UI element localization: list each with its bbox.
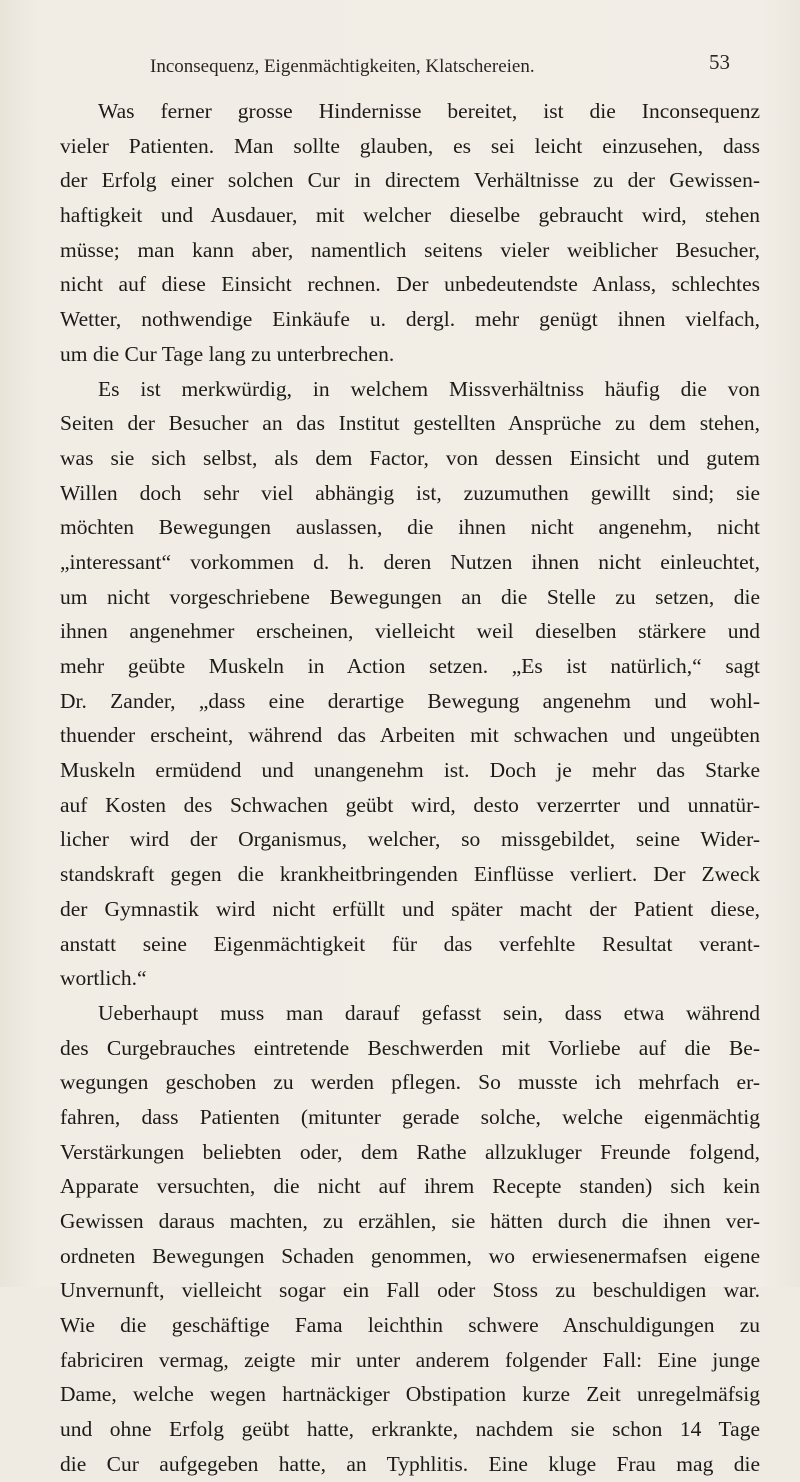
text-line: haftigkeit und Ausdauer, mit welcher dieselbe gebraucht wird, stehen (60, 203, 760, 228)
text-line: Unvernunft, vielleicht sogar ein Fall oder Stoss zu beschuldigen war. (60, 1278, 760, 1303)
running-title: Inconsequenz, Eigenmächtigkeiten, Klatschereien. (150, 56, 535, 77)
text-line: nicht auf diese Einsicht rechnen. Der unbedeutendste Anlass, schlechtes (60, 272, 760, 297)
text-line: der Erfolg einer solchen Cur in directem Verhältnisse zu der Gewissen- (60, 168, 760, 193)
text-line: wortlich.“ (60, 966, 147, 991)
text-line: wegungen geschoben zu werden pflegen. So musste ich mehrfach er- (60, 1070, 760, 1095)
text-line: des Curgebrauches eintretende Beschwerden mit Vorliebe auf die Be- (60, 1035, 760, 1060)
text-line: Dame, welche wegen hartnäckiger Obstipation kurze Zeit unregelmäfsig (60, 1382, 760, 1407)
text-line: Dr. Zander, „dass eine derartige Bewegung angenehm und wohl- (60, 688, 760, 713)
text-line: Gewissen daraus machten, zu erzählen, sie hätten durch die ihnen ver- (60, 1209, 760, 1233)
text-line: „interessant“ vorkommen d. h. deren Nutzen ihnen nicht einleuchtet, (60, 549, 760, 574)
text-line: Willen doch sehr viel abhängig ist, zuzumuthen gewillt sind; sie (60, 480, 760, 505)
text-line: Was ferner grosse Hindernisse bereitet, ist die Inconsequenz (98, 99, 760, 123)
text-line: was sie sich selbst, als dem Factor, von dessen Einsicht und gutem (60, 445, 760, 470)
text-line: fabriciren vermag, zeigte mir unter anderem folgender Fall: Eine junge (60, 1347, 760, 1372)
text-line: Ueberhaupt muss man darauf gefasst sein, dass etwa während (98, 1000, 760, 1025)
text-line: Muskeln ermüdend und unangenehm ist. Doch je mehr das Starke (60, 758, 760, 783)
text-line: die Cur aufgegeben hatte, an Typhlitis. Eine kluge Frau mag die (60, 1451, 760, 1476)
text-line: müsse; man kann aber, namentlich seitens vieler weiblicher Besucher, (60, 237, 760, 262)
text-line: Verstärkungen beliebten oder, dem Rathe allzukluger Freunde folgend, (60, 1139, 760, 1164)
text-line: vieler Patienten. Man sollte glauben, es sei leicht einzusehen, dass (60, 133, 760, 158)
text-body (60, 94, 760, 1482)
text-line: fahren, dass Patienten (mitunter gerade solche, welche eigenmächtig (60, 1104, 760, 1129)
text-line: Wetter, nothwendige Einkäufe u. dergl. mehr genügt ihnen vielfach, (60, 307, 760, 332)
text-line: um nicht vorgeschriebene Bewegungen an die Stelle zu setzen, die (60, 584, 760, 609)
text-line: mehr geübte Muskeln in Action setzen. „Es ist natürlich,“ sagt (60, 654, 760, 678)
text-line: standskraft gegen die krankheitbringenden Einflüsse verliert. Der Zweck (60, 862, 760, 887)
text-line: licher wird der Organismus, welcher, so missgebildet, seine Wider- (60, 827, 760, 852)
text-line: thuender erscheint, während das Arbeiten mit schwachen und ungeübten (60, 723, 760, 748)
text-line: und ohne Erfolg geübt hatte, erkrankte, nachdem sie schon 14 Tage (60, 1417, 760, 1442)
text-line: Apparate versuchten, die nicht auf ihrem Recepte standen) sich kein (60, 1174, 760, 1199)
text-line: um die Cur Tage lang zu unterbrechen. (60, 341, 395, 366)
page-number: 53 (709, 50, 730, 74)
text-line: der Gymnastik wird nicht erfüllt und später macht der Patient diese, (60, 896, 760, 921)
text-line: auf Kosten des Schwachen geübt wird, desto verzerrter und unnatür- (60, 792, 760, 817)
text-line: ihnen angenehmer erscheinen, vielleicht weil dieselben stärkere und (60, 619, 760, 644)
text-line: möchten Bewegungen auslassen, die ihnen nicht angenehm, nicht (60, 515, 760, 540)
text-line: anstatt seine Eigenmächtigkeit für das verfehlte Resultat verant- (60, 931, 760, 956)
text-line: Es ist merkwürdig, in welchem Missverhältniss häufig die von (98, 376, 760, 401)
text-line: Wie die geschäftige Fama leichthin schwere Anschuldigungen zu (60, 1313, 760, 1338)
text-line: ordneten Bewegungen Schaden genommen, wo erwiesenermafsen eigene (60, 1243, 760, 1268)
text-line: Seiten der Besucher an das Institut gestellten Ansprüche zu dem stehen, (60, 411, 760, 436)
